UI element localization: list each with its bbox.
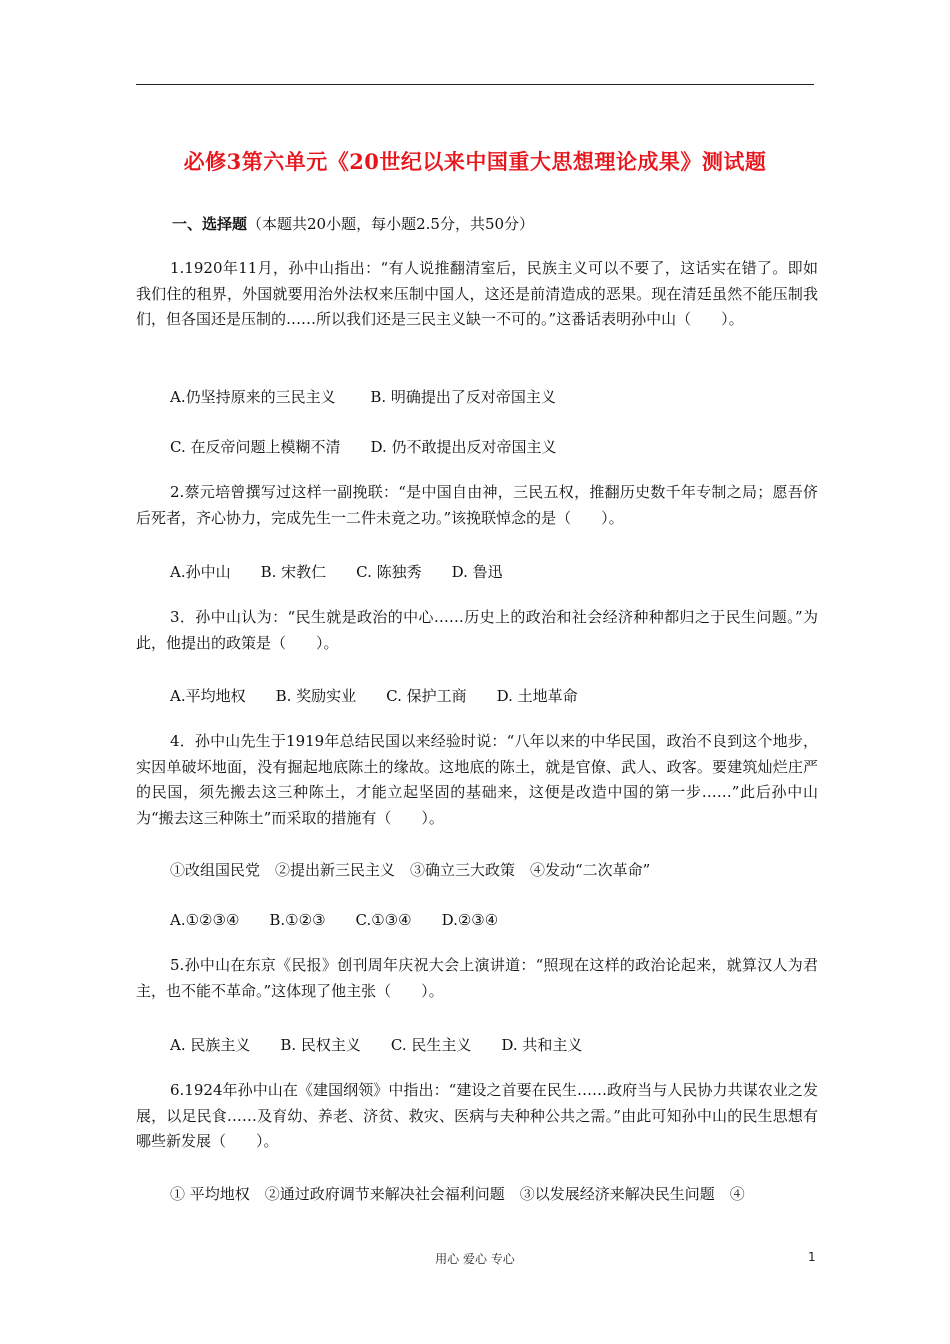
question-1-options-row-2: C. 在反帝问题上模糊不清 D. 仍不敢提出反对帝国主义 <box>170 438 557 456</box>
question-3-stem: 3．孙中山认为：“民生就是政治的中心……历史上的政治和社会经济种种都归之于民生问题。”为此，他提出的政策是（ ）。 <box>136 608 818 652</box>
page-title: 必修3第六单元《20世纪以来中国重大思想理论成果》测试题 <box>183 149 767 174</box>
section-heading <box>172 213 534 234</box>
question-2-stem: 2.蔡元培曾撰写过这样一副挽联：“是中国自由神，三民五权，推翻历史数千年专制之局；愿吾侪后死者，齐心协力，完成先生一二件未竟之功。”该挽联悼念的是（ ）。 <box>136 483 818 527</box>
section-note: （本题共20小题，每小题2.5分，共50分） <box>247 215 535 233</box>
question-5-options: A. 民族主义 B. 民权主义 C. 民生主义 D. 共和主义 <box>170 1036 583 1054</box>
question-6-stem: 6.1924年孙中山在《建国纲领》中指出：“建设之首要在民生……政府当与人民协力共谋农业之发展，以足民食……及育幼、养老、济贫、救灾、医病与夫种种公共之需。”由此可知孙中山的民生思想有哪些新发展（ ）。 <box>136 1081 818 1150</box>
question-5-stem: 5.孙中山在东京《民报》创刊周年庆祝大会上演讲道：“照现在这样的政治论起来，就算汉人为君主，也不能不革命。”这体现了他主张（ ）。 <box>136 956 818 1000</box>
question-4-statements: ①改组国民党 ②提出新三民主义 ③确立三大政策 ④发动“二次革命” <box>170 861 651 879</box>
question-2-options: A.孙中山 B. 宋教仁 C. 陈独秀 D. 鲁迅 <box>170 563 503 581</box>
page-number: 1 <box>808 1250 816 1264</box>
question-1-options-row-1: A.仍坚持原来的三民主义 B. 明确提出了反对帝国主义 <box>170 388 556 406</box>
page-footer: 用心 爱心 专心 <box>435 1252 515 1266</box>
header-rule <box>136 84 814 85</box>
question-4-options: A.①②③④ B.①②③ C.①③④ D.②③④ <box>170 911 499 929</box>
question-4-stem: 4．孙中山先生于1919年总结民国以来经验时说：“八年以来的中华民国，政治不良到这个地步，实因单破坏地面，没有掘起地底陈土的缘故。这地底的陈土，就是官僚、武人、政客。要建筑灿烂庄严的民国，须先搬去这三种陈土，才能立起坚固的基础来，这便是改造中国的第一步……”此后孙中山为“搬去这三种陈土”而采取的措施有（ ）。 <box>136 732 818 827</box>
question-6-statements: ① 平均地权 ②通过政府调节来解决社会福利问题 ③以发展经济来解决民生问题 ④ <box>170 1185 745 1203</box>
question-1-stem: 1.1920年11月，孙中山指出：“有人说推翻清室后，民族主义可以不要了，这话实在错了。即如我们住的租界，外国就要用治外法权来压制中国人，这还是前清造成的恶果。现在清廷虽然不能压制我们，但各国还是压制的……所以我们还是三民主义缺一不可的。”这番话表明孙中山（ ）。 <box>136 259 818 328</box>
section-label: 一、选择题 <box>172 215 248 233</box>
question-3-options: A.平均地权 B. 奖励实业 C. 保护工商 D. 土地革命 <box>170 687 578 705</box>
